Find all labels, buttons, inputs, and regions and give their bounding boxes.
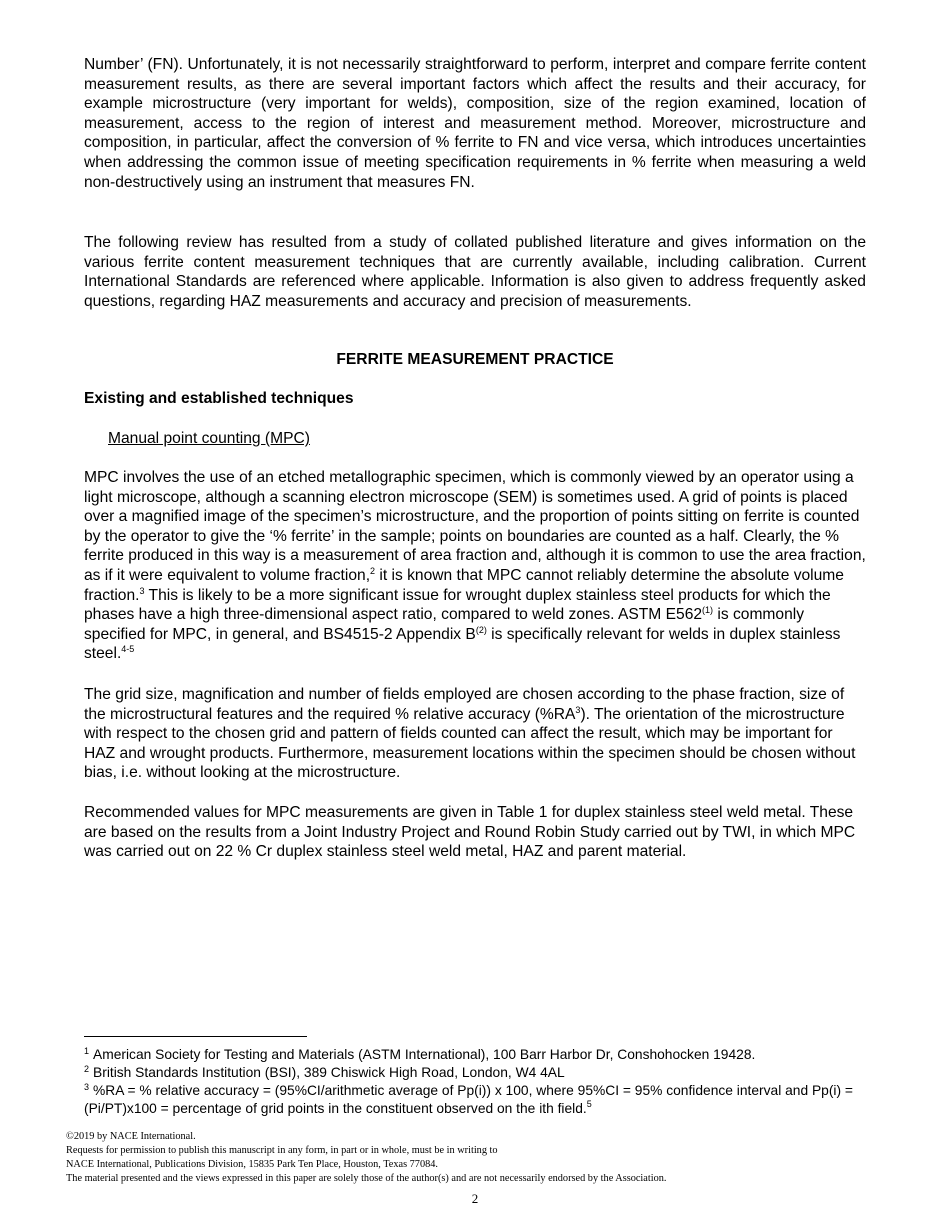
mpc-text-1: MPC involves the use of an etched metallographic specimen, which is commonly viewed by an operator using a light microscope, although a scanning electron microscope (SEM) is sometimes used. A grid of points is placed over a magnified image of the specimen’s microstructure, and the proportion of points sitting on ferrite is counted by the operator to give the ‘% ferrite’ in the sample; points on boundaries are counted as a half. Clearly, the % ferrite produced in this way is a measurement of area fraction and, although it is common to use the area fraction, as if it were equivalent to volume fraction, — [84, 469, 866, 584]
footnote-text: British Standards Institution (BSI), 389 Chiswick High Road, London, W4 4AL — [93, 1065, 565, 1080]
permission-line: Requests for permission to publish this manuscript in any form, in part or in whole, must be in writing to — [66, 1144, 498, 1156]
subsubsection-heading: Manual point counting (MPC) — [108, 430, 310, 447]
grid-text-2: ). The orientation of the microstructure with respect to the chosen grid and pattern of fields counted can affect the result, which may be important for HAZ and wrought products. Furthermore, measurement locations within the specimen should be chosen without bias, i.e. without looking at the microstructure. — [84, 705, 856, 782]
footnote-mark: 1 — [84, 1046, 90, 1056]
footnote-ref: 3 — [575, 704, 581, 715]
intro-paragraph-text: Number’ (FN). Unfortunately, it is not necessarily straightforward to perform, interpret and compare ferrite content measurement results, as there are several important factors which affect the results and their accuracy, for example microstructure (very important for welds), composition, size of the region examined, location of measurement, access to the region of interest and measurement method. Moreover, microstructure and composition, in particular, affect the conversion of % ferrite to FN and vice versa, which introduces uncertainties when addressing the common issue of meeting specification requirements in % ferrite when measuring a weld non-destructively using an instrument that measures FN. — [84, 56, 866, 191]
section-heading: FERRITE MEASUREMENT PRACTICE — [336, 351, 614, 368]
intro-paragraph — [84, 55, 866, 192]
grid-paragraph-text — [84, 685, 866, 783]
review-paragraph-text: The following review has resulted from a study of collated published literature and gives information on the various ferrite content measurement techniques that are currently available, including calibration. Current International Standards are referenced where applicable. Information is also given to address frequently asked questions, regarding HAZ measurements and accuracy and precision of measurements. — [84, 234, 866, 310]
grid-paragraph — [84, 685, 866, 783]
footnote-item — [84, 1046, 866, 1064]
footnote-separator — [84, 1036, 307, 1037]
footnotes — [84, 1046, 866, 1118]
footnote-ref: (2) — [475, 624, 487, 635]
citation-ref: 3 — [139, 585, 145, 596]
citation-ref: 5 — [586, 1099, 592, 1109]
footnote-text: %RA = % relative accuracy = (95%CI/arithmetic average of Pp(i)) x 100, where 95%CI = 95% confidence interval and Pp(i) = (Pi/PT)x100 = percentage of grid points in the constituent observed on the ith field. — [84, 1083, 853, 1116]
footnote-item — [84, 1064, 866, 1082]
footnote-ref: (1) — [702, 605, 714, 616]
recommended-paragraph-text: Recommended values for MPC measurements are given in Table 1 for duplex stainless steel weld metal. These are based on the results from a Joint Industry Project and Round Robin Study carried out by TWI, in which MPC was carried out on 22 % Cr duplex stainless steel weld metal, HAZ and parent material. — [84, 804, 856, 861]
recommended-paragraph — [84, 803, 866, 862]
mpc-text-4: is commonly specified for MPC, in general, and BS4515-2 Appendix B — [84, 606, 805, 643]
mpc-paragraph — [84, 468, 866, 664]
footnote-item — [84, 1082, 866, 1118]
review-paragraph — [84, 233, 866, 311]
subsection-heading: Existing and established techniques — [84, 390, 354, 407]
mpc-paragraph-text — [84, 468, 866, 664]
mpc-text-5: is specifically relevant for welds in duplex stainless steel. — [84, 625, 841, 663]
footnote-mark: 2 — [84, 1064, 90, 1074]
citation-ref: 2 — [370, 565, 376, 576]
copyright-line: ©2019 by NACE International. — [66, 1131, 196, 1142]
footnote-mark: 3 — [84, 1082, 90, 1092]
grid-text-1: The grid size, magnification and number of fields employed are chosen according to the phase fraction, size of the microstructural features and the required % relative accuracy (%RA — [84, 686, 845, 723]
mpc-text-3: This is likely to be a more significant issue for wrought duplex stainless steel products for which the phases have a high three-dimensional aspect ratio, compared to weld zones. ASTM E562 — [84, 586, 831, 624]
disclaimer-line: The material presented and the views expressed in this paper are solely those of the author(s) and are not necessarily endorsed by the Association. — [66, 1172, 667, 1184]
citation-ref: 4-5 — [121, 644, 135, 655]
page-number: 2 — [471, 1191, 479, 1206]
copyright-notice — [66, 1130, 886, 1186]
mpc-text-2: it is known that MPC cannot reliably determine the absolute volume fraction. — [84, 566, 844, 604]
address-line: NACE International, Publications Division, 15835 Park Ten Place, Houston, Texas 77084. — [66, 1158, 438, 1170]
footnote-text: American Society for Testing and Materials (ASTM International), 100 Barr Harbor Dr, Conshohocken 19428. — [93, 1047, 756, 1062]
